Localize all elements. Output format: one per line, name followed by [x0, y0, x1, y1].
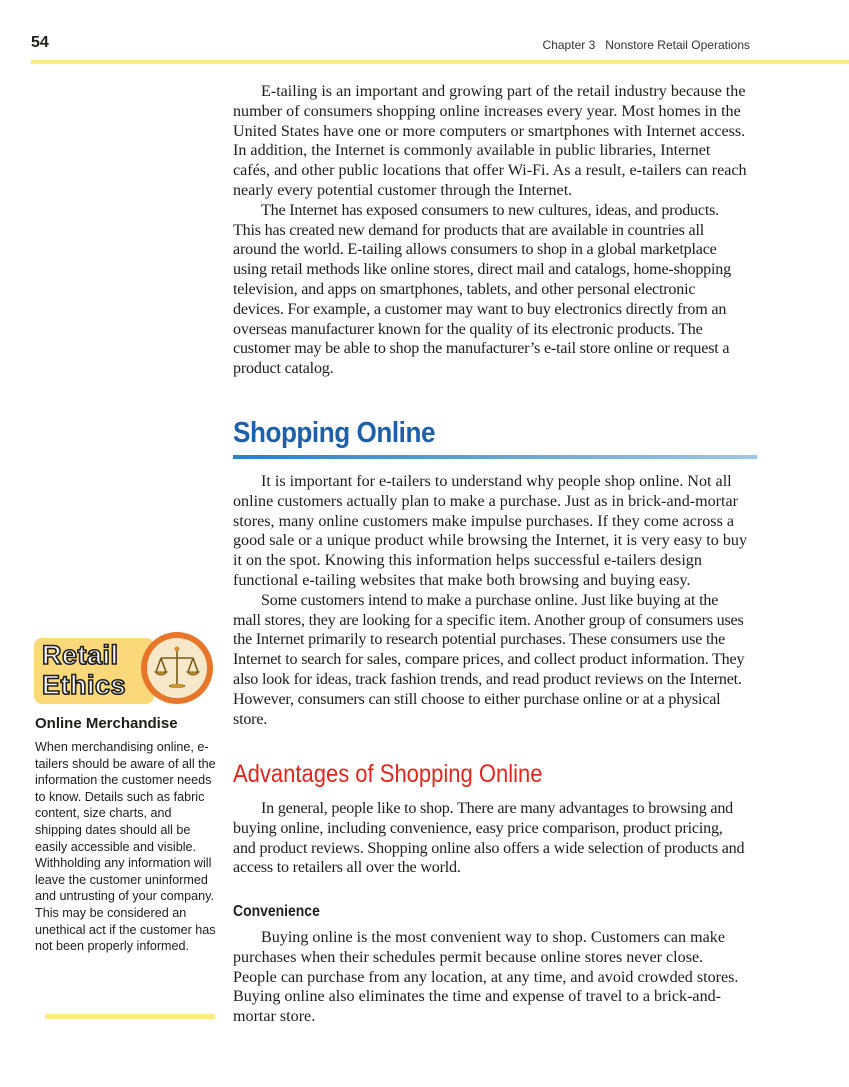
shopping-online-paragraph-1: It is important for e-tailers to understand why people shop online. Not all online customers actually plan to make a purchase. Just as in brick-and-mortar stores, many online customers make impulse purchases. If they come across a good sale or a unique product while browsing the Internet, it is very easy to buy it on the spot. Knowing this information helps successful e-tailers design functional e-tailing websites that make both browsing and buying easy.	[233, 473, 747, 589]
advantages-text	[233, 799, 749, 878]
section-heading-shopping-online: Shopping Online	[233, 417, 436, 449]
advantages-paragraph-1: In general, people like to shop. There are many advantages to browsing and buying online, including convenience, easy price comparison, product pricing, and product reviews. Shopping online also offers a wide selection of products and access to retailers all over the world.	[233, 800, 745, 877]
section-heading-rule	[233, 455, 757, 459]
scales-of-justice-icon	[147, 638, 207, 698]
sidebar-rule	[45, 1014, 215, 1019]
shopping-online-paragraph-2: Some customers intend to make a purchase online. Just like buying at the mall stores, they are looking for a specific item. Another group of consumers uses the Internet primarily to research potential purchases. These consumers use the Internet to search for sales, compare prices, and collect product information. They also look for ideas, track fashion trends, and read product reviews on the Internet. However, consumers can still choose to either purchase online or at a physical store.	[233, 591, 745, 728]
sidebar-text: When merchandising online, e-tailers should be aware of all the information the customer needs to know. Details such as fabric content, size charts, and shipping dates should all be easily accessible and visible. Withholding any information will leave the customer uninformed and untrusting of your company. This may be considered an unethical act if the customer has not been properly informed.	[35, 740, 216, 954]
badge-word-retail: Retail	[42, 640, 119, 670]
running-head	[543, 38, 750, 52]
subheading-advantages: Advantages of Shopping Online	[233, 760, 543, 788]
chapter-number: Chapter 3	[542, 38, 596, 52]
sidebar-title: Online Merchandise	[35, 715, 178, 732]
retail-ethics-badge	[34, 632, 216, 708]
intro-paragraph-1: E-tailing is an important and growing part of the retail industry because the number of consumers shopping online increases every year. Most homes in the United States have one or more computers or smartphones with Internet access. In addition, the Internet is commonly available in public libraries, Internet cafés, and other public locations that offer Wi-Fi. As a result, e-tailers can reach nearly every potential customer through the Internet.	[233, 83, 747, 199]
chapter-title: Nonstore Retail Operations	[605, 38, 750, 52]
badge-word-ethics: Ethics	[42, 670, 127, 700]
page-number: 54	[31, 34, 49, 51]
scales-icon	[141, 632, 213, 704]
intro-text	[233, 82, 749, 379]
subheading-convenience: Convenience	[233, 903, 320, 920]
convenience-paragraph-1: Buying online is the most convenient way to shop. Customers can make purchases when their schedules permit because online stores never close. People can purchase from any location, at any time, and avoid crowded stores. Buying online also eliminates the time and expense of travel to a brick-and-mortar store.	[233, 929, 739, 1026]
convenience-text	[233, 928, 749, 1027]
header-rule	[31, 60, 849, 64]
shopping-online-text	[233, 472, 749, 729]
intro-paragraph-2: The Internet has exposed consumers to new cultures, ideas, and products. This has created new demand for products that are available in countries all around the world. E-tailing allows consumers to shop in a global marketplace using retail methods like online stores, direct mail and catalogs, home-shopping television, and apps on smartphones, tablets, and other personal electronic devices. For example, a customer may want to buy electronics directly from an overseas manufacturer known for the quality of its electronic products. The customer may be able to shop the manufacturer’s e-tail store online or request a product catalog.	[233, 201, 731, 378]
